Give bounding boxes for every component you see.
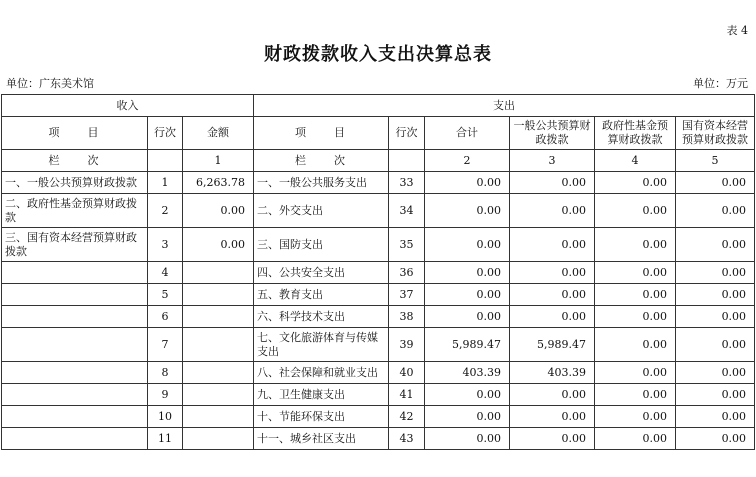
expense-item: 六、科学技术支出 bbox=[254, 306, 389, 328]
column-index: 5 bbox=[676, 150, 755, 172]
page-title: 财政拨款收入支出决算总表 bbox=[264, 44, 492, 65]
income-line-no: 11 bbox=[148, 428, 183, 450]
income-line-no: 10 bbox=[148, 406, 183, 428]
expense-line-no: 34 bbox=[389, 194, 425, 228]
expense-line-no: 42 bbox=[389, 406, 425, 428]
table-row bbox=[2, 384, 755, 406]
general-budget-amount: 0.00 bbox=[510, 172, 595, 194]
expense-line-no: 40 bbox=[389, 362, 425, 384]
column-index: 2 bbox=[425, 150, 510, 172]
income-amount: 0.00 bbox=[183, 228, 254, 262]
income-line-no: 2 bbox=[148, 194, 183, 228]
general-budget-amount: 403.39 bbox=[510, 362, 595, 384]
income-line-no: 8 bbox=[148, 362, 183, 384]
expense-item: 三、国防支出 bbox=[254, 228, 389, 262]
income-amount bbox=[183, 328, 254, 362]
expense-line-no: 43 bbox=[389, 428, 425, 450]
gov-fund-amount: 0.00 bbox=[595, 328, 676, 362]
state-capital-amount: 0.00 bbox=[676, 262, 755, 284]
general-budget-amount: 0.00 bbox=[510, 406, 595, 428]
income-line-no: 9 bbox=[148, 384, 183, 406]
table-row bbox=[2, 194, 755, 228]
total-amount: 0.00 bbox=[425, 428, 510, 450]
income-amount bbox=[183, 406, 254, 428]
gov-fund-header: 政府性基金预算财政拨款 bbox=[595, 117, 676, 150]
income-item bbox=[2, 284, 148, 306]
general-budget-header: 一般公共预算财政拨款 bbox=[510, 117, 595, 150]
income-amount bbox=[183, 306, 254, 328]
expense-line-no: 41 bbox=[389, 384, 425, 406]
income-amount: 0.00 bbox=[183, 194, 254, 228]
expense-line-header: 行次 bbox=[389, 117, 425, 150]
table-row bbox=[2, 406, 755, 428]
income-amount bbox=[183, 362, 254, 384]
table-row bbox=[2, 172, 755, 194]
state-capital-amount: 0.00 bbox=[676, 406, 755, 428]
gov-fund-amount: 0.00 bbox=[595, 262, 676, 284]
general-budget-amount: 0.00 bbox=[510, 284, 595, 306]
total-amount: 0.00 bbox=[425, 284, 510, 306]
unit-currency: 单位：万元 bbox=[693, 77, 748, 90]
income-line-no: 4 bbox=[148, 262, 183, 284]
general-budget-amount: 0.00 bbox=[510, 384, 595, 406]
gov-fund-amount: 0.00 bbox=[595, 172, 676, 194]
column-header-row bbox=[2, 117, 755, 150]
table-row bbox=[2, 284, 755, 306]
total-header: 合计 bbox=[425, 117, 510, 150]
total-amount: 5,989.47 bbox=[425, 328, 510, 362]
expense-line-no: 33 bbox=[389, 172, 425, 194]
expense-item: 五、教育支出 bbox=[254, 284, 389, 306]
total-amount: 0.00 bbox=[425, 384, 510, 406]
table-row bbox=[2, 228, 755, 262]
total-amount: 0.00 bbox=[425, 172, 510, 194]
income-item bbox=[2, 262, 148, 284]
state-capital-amount: 0.00 bbox=[676, 384, 755, 406]
income-amount bbox=[183, 262, 254, 284]
income-line-no: 1 bbox=[148, 172, 183, 194]
expense-line-no: 38 bbox=[389, 306, 425, 328]
state-capital-amount: 0.00 bbox=[676, 362, 755, 384]
income-item: 一、一般公共预算财政拨款 bbox=[2, 172, 148, 194]
table-row bbox=[2, 328, 755, 362]
gov-fund-amount: 0.00 bbox=[595, 384, 676, 406]
gov-fund-amount: 0.00 bbox=[595, 428, 676, 450]
unit-organization: 单位：广东美术馆 bbox=[6, 77, 94, 90]
expense-item: 七、文化旅游体育与传媒支出 bbox=[254, 328, 389, 362]
state-capital-header: 国有资本经营预算财政拨款 bbox=[676, 117, 755, 150]
expense-item: 二、外交支出 bbox=[254, 194, 389, 228]
income-line-header: 行次 bbox=[148, 117, 183, 150]
empty-cell bbox=[389, 150, 425, 172]
state-capital-amount: 0.00 bbox=[676, 172, 755, 194]
general-budget-amount: 0.00 bbox=[510, 262, 595, 284]
income-amount bbox=[183, 284, 254, 306]
table-row bbox=[2, 428, 755, 450]
column-index: 1 bbox=[183, 150, 254, 172]
income-item bbox=[2, 406, 148, 428]
final-accounts-table bbox=[1, 94, 755, 450]
expense-item: 四、公共安全支出 bbox=[254, 262, 389, 284]
column-index-row bbox=[2, 150, 755, 172]
general-budget-amount: 0.00 bbox=[510, 194, 595, 228]
expense-line-no: 39 bbox=[389, 328, 425, 362]
income-line-no: 6 bbox=[148, 306, 183, 328]
expense-header: 支出 bbox=[254, 95, 755, 117]
income-line-no: 5 bbox=[148, 284, 183, 306]
expense-item-header: 项 目 bbox=[254, 117, 389, 150]
general-budget-amount: 5,989.47 bbox=[510, 328, 595, 362]
income-column-label: 栏 次 bbox=[2, 150, 148, 172]
income-amount-header: 金额 bbox=[183, 117, 254, 150]
income-item: 二、政府性基金预算财政拨款 bbox=[2, 194, 148, 228]
state-capital-amount: 0.00 bbox=[676, 306, 755, 328]
table-row bbox=[2, 306, 755, 328]
state-capital-amount: 0.00 bbox=[676, 328, 755, 362]
gov-fund-amount: 0.00 bbox=[595, 194, 676, 228]
table-number: 表 4 bbox=[726, 24, 748, 37]
gov-fund-amount: 0.00 bbox=[595, 406, 676, 428]
income-item: 三、国有资本经营预算财政拨款 bbox=[2, 228, 148, 262]
income-item bbox=[2, 384, 148, 406]
state-capital-amount: 0.00 bbox=[676, 428, 755, 450]
column-index: 3 bbox=[510, 150, 595, 172]
expense-item: 十一、城乡社区支出 bbox=[254, 428, 389, 450]
total-amount: 403.39 bbox=[425, 362, 510, 384]
income-header: 收入 bbox=[2, 95, 254, 117]
empty-cell bbox=[148, 150, 183, 172]
expense-line-no: 36 bbox=[389, 262, 425, 284]
total-amount: 0.00 bbox=[425, 306, 510, 328]
table-row bbox=[2, 362, 755, 384]
income-item bbox=[2, 328, 148, 362]
income-amount: 6,263.78 bbox=[183, 172, 254, 194]
gov-fund-amount: 0.00 bbox=[595, 284, 676, 306]
expense-item: 九、卫生健康支出 bbox=[254, 384, 389, 406]
state-capital-amount: 0.00 bbox=[676, 228, 755, 262]
gov-fund-amount: 0.00 bbox=[595, 306, 676, 328]
income-item bbox=[2, 306, 148, 328]
total-amount: 0.00 bbox=[425, 194, 510, 228]
section-header-row bbox=[2, 95, 755, 117]
expense-item: 一、一般公共服务支出 bbox=[254, 172, 389, 194]
income-amount bbox=[183, 384, 254, 406]
income-item-header: 项 目 bbox=[2, 117, 148, 150]
income-amount bbox=[183, 428, 254, 450]
income-line-no: 3 bbox=[148, 228, 183, 262]
income-line-no: 7 bbox=[148, 328, 183, 362]
table-body bbox=[2, 172, 755, 450]
expense-item: 八、社会保障和就业支出 bbox=[254, 362, 389, 384]
state-capital-amount: 0.00 bbox=[676, 284, 755, 306]
gov-fund-amount: 0.00 bbox=[595, 362, 676, 384]
total-amount: 0.00 bbox=[425, 406, 510, 428]
expense-line-no: 35 bbox=[389, 228, 425, 262]
state-capital-amount: 0.00 bbox=[676, 194, 755, 228]
table-row bbox=[2, 262, 755, 284]
gov-fund-amount: 0.00 bbox=[595, 228, 676, 262]
column-index: 4 bbox=[595, 150, 676, 172]
total-amount: 0.00 bbox=[425, 228, 510, 262]
expense-column-label: 栏 次 bbox=[254, 150, 389, 172]
general-budget-amount: 0.00 bbox=[510, 428, 595, 450]
income-item bbox=[2, 428, 148, 450]
income-item bbox=[2, 362, 148, 384]
total-amount: 0.00 bbox=[425, 262, 510, 284]
general-budget-amount: 0.00 bbox=[510, 228, 595, 262]
general-budget-amount: 0.00 bbox=[510, 306, 595, 328]
expense-line-no: 37 bbox=[389, 284, 425, 306]
expense-item: 十、节能环保支出 bbox=[254, 406, 389, 428]
